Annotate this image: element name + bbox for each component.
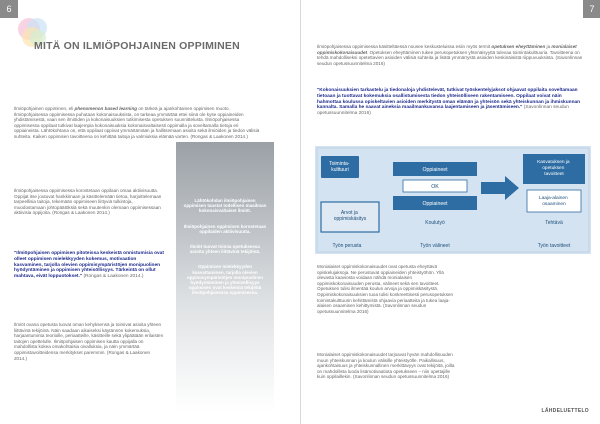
integration-paragraph: Ilmiöpohjaisessa oppimisessa käsitteltäessä nousee keskusteluissa esiin myös termit opetuksen eheyttäminen ja monialaiset oppimiskokonaisuudet. Opetuksen eheyttäminen tukee perusopetuksen yhtenäisyyttä tulevaa toimintakulttuuria. Tavoitteena on tehdä mahdolliseksi opetettavien asioiden välisiä suhteita ja lisätä ymmärrystä asioiden keskinäisistä riippuvuuksista. (Savonlinnan seudun opetussuunnitelma 2016): [317, 44, 583, 66]
goals-label-3: tavoitteet: [544, 172, 564, 177]
left-quote: "Ilmiöpohjaisen oppimisen pitoteissa keskeistä onnistumisia ovat olleet oppimisen mielekkyyden kokemus, motivaation kasvaminen, tarjolla olevien oppimisympäristöjen monipuolinen hyödyntäminen ja oppimisen yhteisöllisyys. Tärkeintä on ollut mahtava, eivät loppuotokset." (Rongas & Laakonen 2014.): [14, 251, 164, 280]
subjects-label-1: Oppiaineet: [422, 167, 448, 173]
page-number-right: 7: [583, 0, 600, 18]
page-title: MITÄ ON ILMIÖPOHJAINEN OPPIMINEN: [34, 40, 240, 52]
competence-label-2: osaaminen: [542, 202, 566, 207]
values-label-2: oppimiskäsitys: [333, 216, 367, 222]
sidebar-point-3: Ilmiöt tuovat toimia opetuksessa asioita yhteen liittävinä tekijöinä.: [189, 244, 261, 255]
cooperation-paragraph: Monialaiset oppimiskokonaisuudet tarjoavat hyvän mahdollisuuden muun yhteiskunnan ja koulun välisille yhteistyölle. Paikallisuus, ajankohtaisuus ja yhteiskunnallinen merkittävyys ovat tekijöitä, joilla on mahdollista luoda lisämotivaatiota opetukseen – niin opettajille kuin oppilaillekin. (Savonlinnan seudun opetussuunnitelma 2016): [317, 352, 455, 380]
sidebar-point-4: Oppimisen mielekkyyden kasvattaminen, tarjolla olevien oppimisympäristöjen monipuolinen hyödyntäminen ja yhteisöllisyys oppimisen ovat keskeisiä tekijöitä ilmiöpohjaisessa oppimisessa.: [186, 264, 263, 296]
goals-caption: Työn tavoitteet: [537, 243, 571, 249]
values-label-1: Arvot ja: [340, 210, 358, 216]
tools-caption: Työn välineet: [420, 243, 450, 249]
foundation-caption: Työn perusta: [332, 243, 362, 249]
sidebar-point-1: Lähtökohdan ilmiöpohjaisen oppimisen taustat todellisen maailman kokonaisvaltaiset ilmiöt.: [183, 198, 267, 214]
competence-box: [527, 190, 581, 212]
page-number-left: 6: [0, 0, 18, 18]
intro-paragraph: Ilmiöpohjainen oppiminen, eli phenomenon based learning on tärkeä ja ajankohtainen oppimisen muoto. Ilmiöpohjaisessa oppimisessa puhutaan kokonaisuuksista, on tarkeaa ymmärtää ettei siinä ole kyse oppiaineiden yhdistämisestä, vaan sen ilmiöiden ja kokonaisuuksien tutkimisesta opetuksen suunnittelusta. Ilmiöpohjaisessa oppimisessa oppilaat tutkivat laajempia kokonaisuuksia kokonaisvaltaisesti oppimalla ja soveltamalla tietoja eri oppiaineista. Lähtökohtana on, että oppilaat oppivat ymmärtämään ja hallitsemaan asioita sekä ilmiöiden ja tiedon välisiä suhteita. Kaiken oppimisen tavoitteena on kehittää taitoja ja valmiuksia elämää varten. (Rongas & Laakonen 2014.): [14, 106, 260, 139]
culture-label-2: kulttuuri: [331, 167, 349, 173]
curriculum-diagram: [315, 146, 591, 254]
task-label: Tehtävä: [545, 220, 563, 226]
right-page: [300, 0, 600, 424]
activity-paragraph: Ilmiöpohjaisessa oppimisessa korostetaan oppilaan omaa aktiivisuutta. Oppijat itse joutuvat hankkimaan ja käsittelemään tietoa, harjoittelemaan tarpeellisia taitoja, tekemään oppimiseen liittyviä tulkintoja, muodostamaan johtopäätöksiä sekä muutenkin olemaan oppimisessaan aktiivisia oppijoita. (Rongas & Laakonen 2014.): [14, 188, 162, 216]
svg-text:Toiminta- kulttuuri: [329, 161, 351, 173]
schoolwork-label: Koulutyö: [425, 220, 445, 226]
culture-label-1: Toiminta-: [329, 161, 350, 167]
goals-label-1: Kasvatuksen ja: [537, 160, 570, 165]
goals-label-2: opetuksen: [542, 166, 565, 171]
summary-sidebar: [176, 142, 274, 412]
phenomena-paragraph: Ilmiöt ovana opetusta luovat oman kehyksensä ja toimivat asioita yhteen liittävinä tekijöinä. Näin saadaan aikaiseksi käytännön kokemuksia, harjaantuminta teorioille, periaatteille, käsitteille sekä ylipäätään erilaisten taitojen opettelulle. Ilmiöpohjaisen oppimisen kautta oppijalla on mahdollista kokea omakohtaisia oivalluksia, ja näin ymmärtää oppimistavoitteidensa merkitykset paremmin. (Rongas & Laakonen 2014.): [14, 322, 164, 361]
competence-label-1: Laaja-alainen: [538, 196, 568, 201]
sources-link[interactable]: LÄHDELUETTELO: [541, 408, 589, 414]
subjects-label-2: Oppiaineet: [422, 201, 448, 207]
multidisciplinary-paragraph: Monialaiset oppimiskokonaisuudet ovat opetusta eheyttävä opiskelujaksoja. Ne perustuvat oppiaineiden yhteistyöhön. Yllä olevasta kaaviosta voidaan nähdä monialaisen oppimiskokonaisuuden perusta, välineet sekä sen tavoitteet. Opetuksen tulisi ilmentää koulun arvoja ja oppimiskäsitystä. Oppimiskokonaisuuksien tuoa tulisi konkreettisesti perusopetuksen toimintakulttuurin kehittämistä ohjaavia periaatteita ja tukea laaja-alaisen osaamisen kehittymistä. (Savonlinnan seudun opetussuunnitelma 2016): [317, 264, 454, 314]
sidebar-point-2: Ilmiöpohjainen oppiminen korostetaan oppilaiden aktiivisuutta.: [183, 223, 267, 234]
ok-label: OK: [431, 184, 439, 190]
right-quote: "Kokonaisuuksien tarkastelu ja tiedonaloja yhdistelevät, tutkivat työskentelyjaksot ohjaavat oppilaita soveltamaan tietoaan ja tuottavat kokemuksia osallistumisesta tiedon yhteisölliseen rakentamiseen. Oppilaat voivat näin hahmottaa koulussa opiskeltavien asioiden merkitystä oman elämän ja yhteisön sekä yhteiskunnan ja ihmiskunnan kannalta. Samalla he saavat aineksia maailmankuvansa laajentamiseen ja jäsentämiseen." (Savonlinnan seudun opetussuunnitelma 2016): [317, 88, 581, 117]
